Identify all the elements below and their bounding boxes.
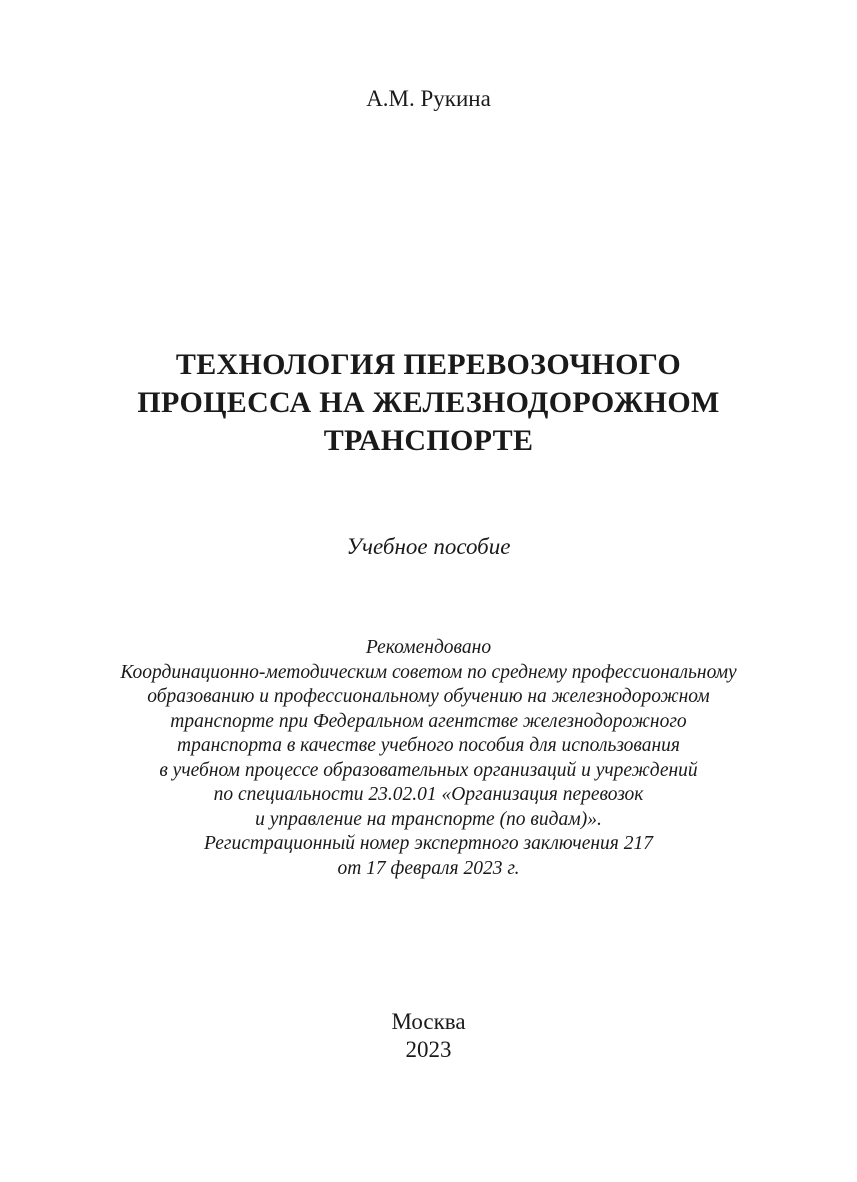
publication-year: 2023 (405, 1037, 452, 1062)
book-title-line: ТЕХНОЛОГИЯ ПЕРЕВОЗОЧНОГО (175, 348, 682, 381)
recommendation-line: Регистрационный номер экспертного заключения 217 (204, 833, 653, 854)
recommendation-line: образованию и профессиональному обучению на железнодорожном (147, 686, 710, 707)
recommendation-block (0, 636, 857, 881)
book-title-line: ПРОЦЕССА НА ЖЕЛЕЗНОДОРОЖНОМ (137, 386, 720, 419)
recommendation-line: транспорте при Федеральном агентстве железнодорожного (170, 710, 687, 732)
recommendation-line: Рекомендовано (365, 637, 492, 658)
recommendation-line: и управление на транспорте (по видам)». (255, 808, 602, 830)
recommendation-line: от 17 февраля 2023 г. (337, 857, 520, 879)
imprint (0, 1008, 857, 1064)
recommendation-line: по специальности 23.02.01 «Организация перевозок (213, 784, 644, 805)
recommendation-line: транспорта в качестве учебного пособия для использования (176, 735, 680, 756)
publication-city: Москва (391, 1009, 466, 1034)
book-title-line: ТРАНСПОРТЕ (323, 424, 534, 457)
book-title (0, 346, 857, 460)
author-name: А.М. Рукина (366, 86, 491, 111)
recommendation-line: в учебном процессе образовательных организаций и учреждений (159, 759, 698, 781)
recommendation-line: Координационно-методическим советом по среднему профессиональному (120, 661, 737, 683)
book-subtitle: Учебное пособие (346, 534, 511, 559)
